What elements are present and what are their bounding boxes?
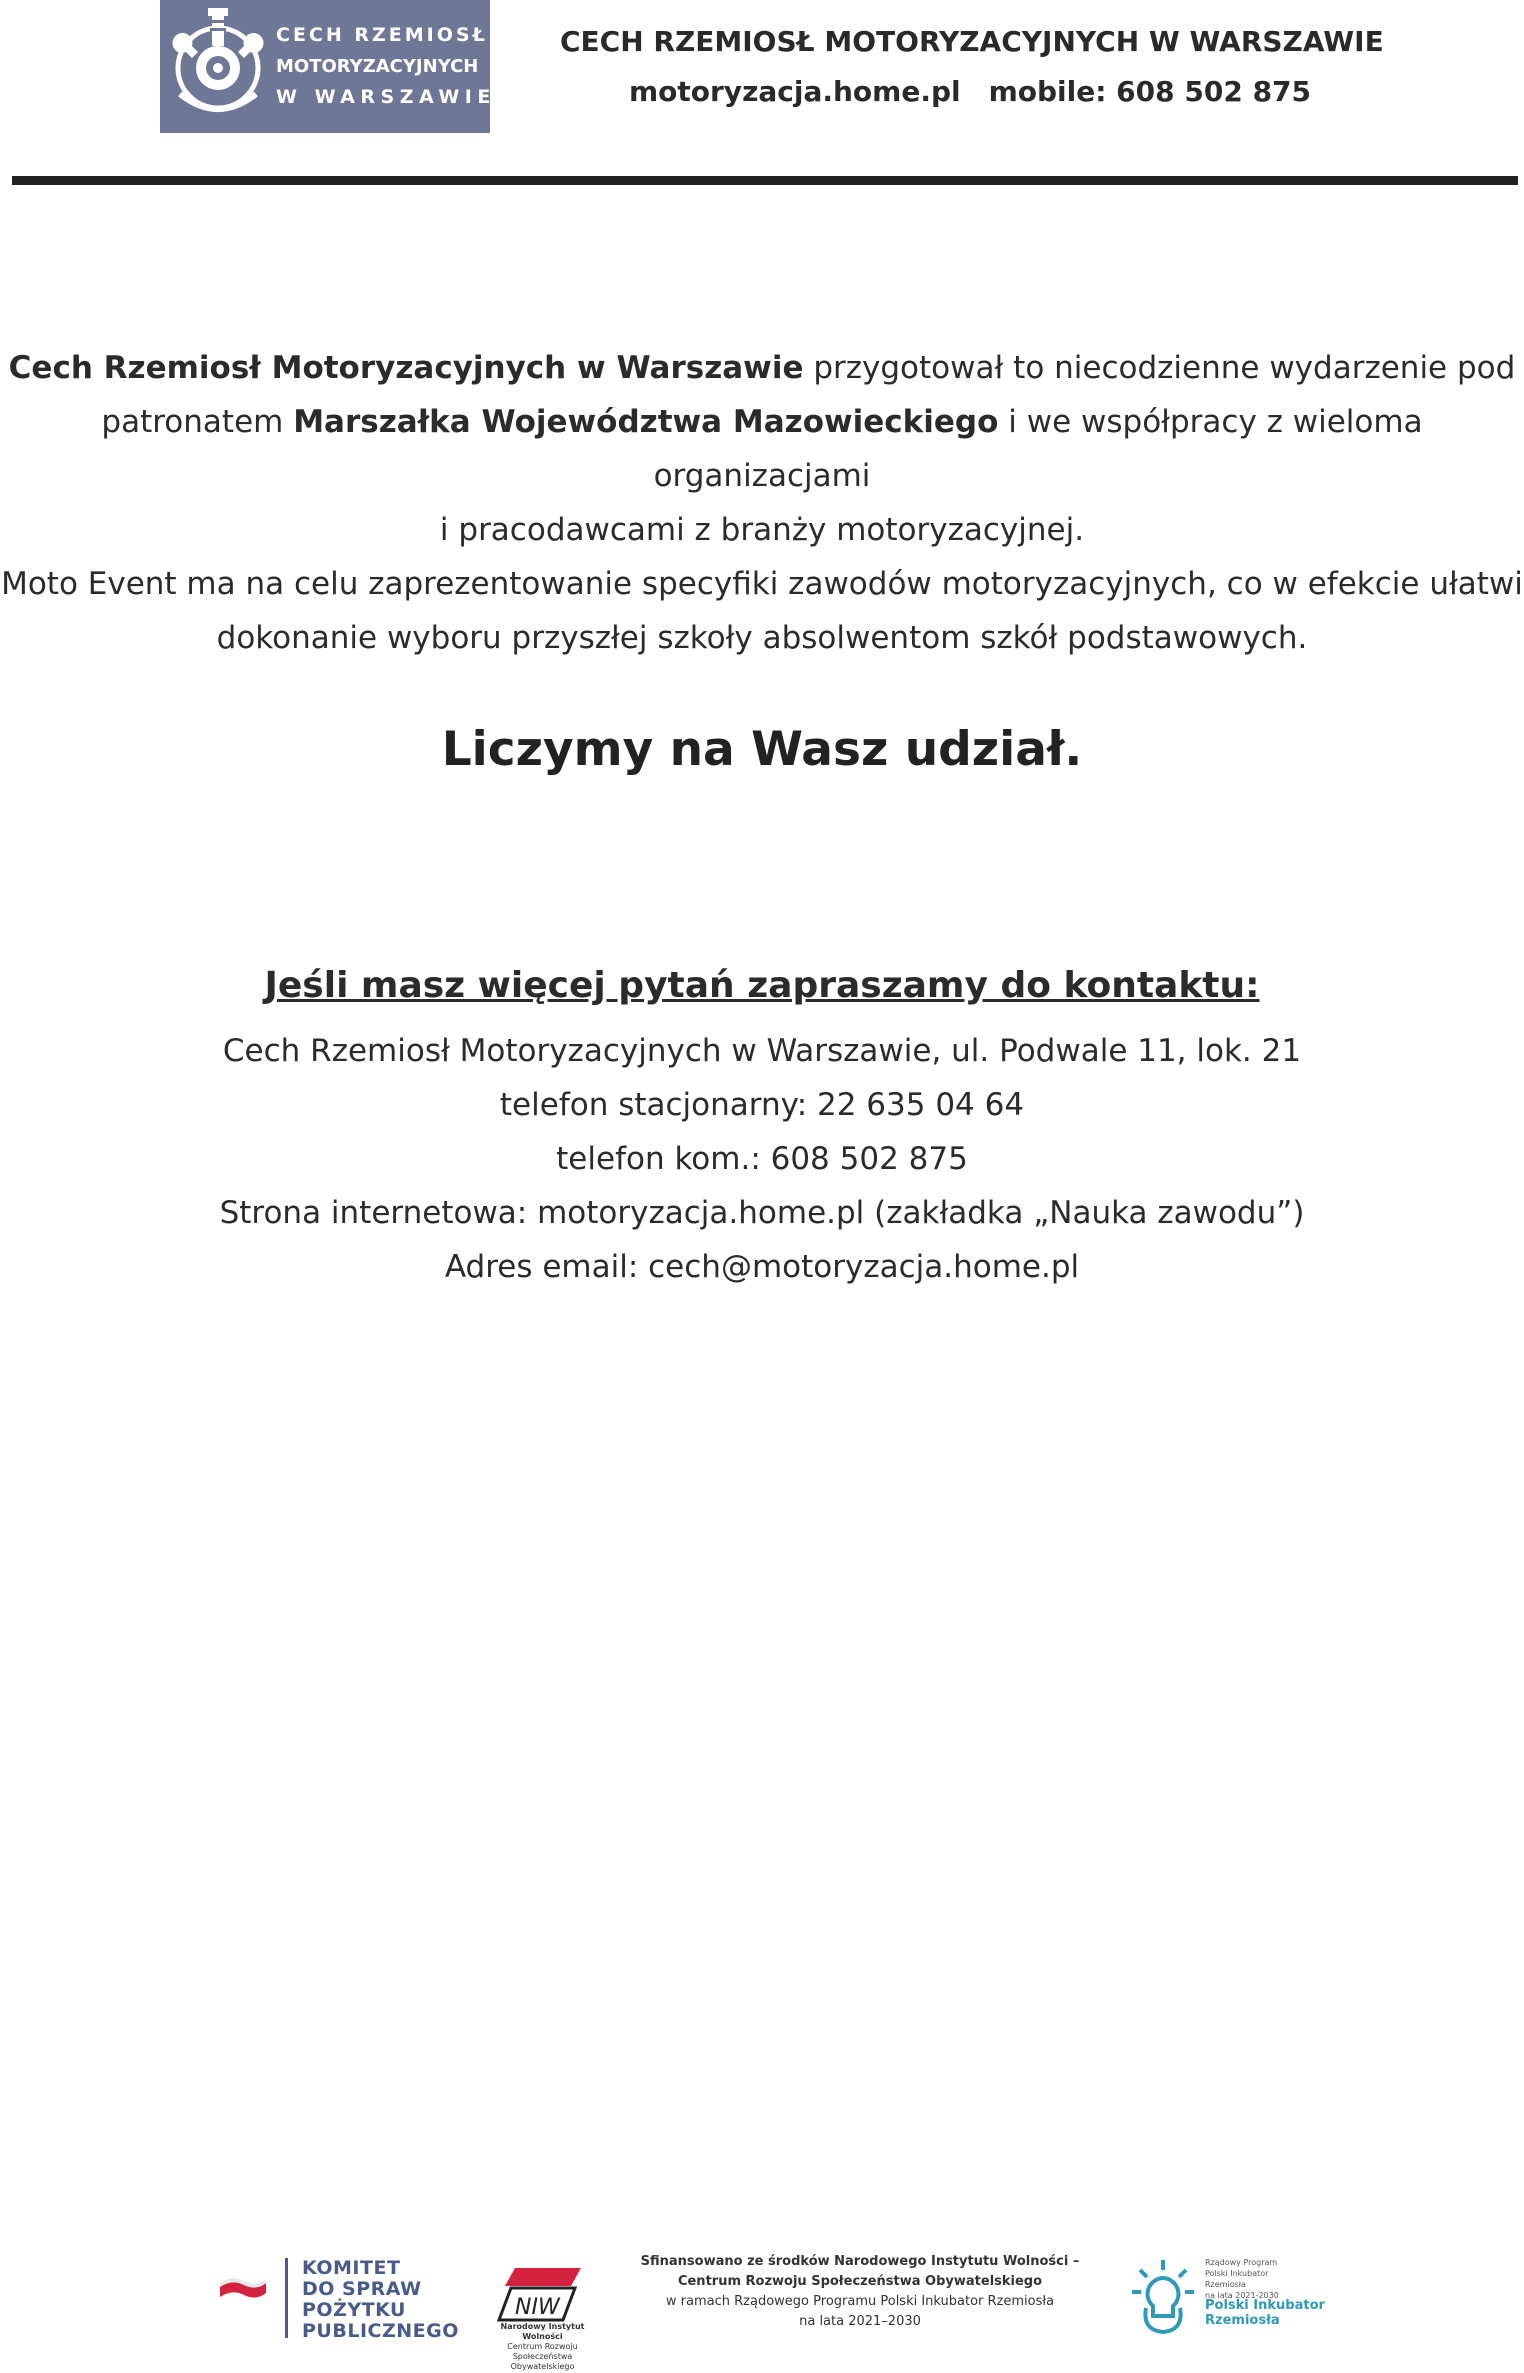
patron-name: Marszałka Województwa Mazowieckiego bbox=[293, 404, 999, 440]
kpp-line-4: PUBLICZNEGO bbox=[302, 2320, 459, 2342]
pir-big-1: Polski Inkubator bbox=[1205, 2298, 1325, 2313]
kpp-logo bbox=[302, 2258, 459, 2342]
funding-line-2: Centrum Rozwoju Społeczeństwa Obywatelskiego bbox=[677, 2274, 1043, 2289]
polish-flag-icon bbox=[218, 2277, 268, 2307]
header-title: CECH RZEMIOSŁ MOTORYZACYJNYCH W WARSZAWIE bbox=[560, 25, 1384, 58]
contact-website[interactable]: Strona internetowa: motoryzacja.home.pl (zakładka „Nauka zawodu”) bbox=[219, 1195, 1305, 1231]
header-mobile: mobile: 608 502 875 bbox=[988, 75, 1312, 108]
wrench-gear-emblem-icon bbox=[166, 4, 276, 129]
contact-email[interactable]: Adres email: cech@motoryzacja.home.pl bbox=[444, 1249, 1080, 1285]
contact-mobile: telefon kom.: 608 502 875 bbox=[556, 1141, 968, 1177]
logo-line-1: CECH RZEMIOSŁ bbox=[276, 24, 488, 46]
intro-text-c: i we współpracy z wieloma organizacjami bbox=[653, 404, 1423, 494]
funding-line-1: Sfinansowano ze środków Narodowego Instytutu Wolności – bbox=[640, 2254, 1080, 2269]
pir-small-4: na lata 2021-2030 bbox=[1205, 2291, 1279, 2300]
pir-big-2: Rzemiosła bbox=[1205, 2313, 1280, 2328]
header-contact bbox=[560, 75, 1380, 108]
pir-small-3: Rzemiosła bbox=[1205, 2280, 1246, 2289]
pir-small-1: Rządowy Program bbox=[1205, 2258, 1278, 2267]
contact-landline: telefon stacjonarny: 22 635 04 64 bbox=[499, 1087, 1025, 1123]
pir-program-label bbox=[1205, 2257, 1279, 2301]
contact-heading: Jeśli masz więcej pytań zapraszamy do kontaktu: bbox=[264, 965, 1260, 1006]
kpp-divider bbox=[285, 2258, 288, 2338]
kpp-line-3: POŻYTKU bbox=[302, 2299, 406, 2321]
niw-mark: NIW bbox=[515, 2295, 560, 2320]
pir-small-2: Polski Inkubator bbox=[1205, 2269, 1269, 2278]
call-to-action: Liczymy na Wasz udział. bbox=[441, 722, 1083, 777]
purpose-line-2: dokonanie wyboru przyszłej szkoły absolwentom szkół podstawowych. bbox=[216, 620, 1308, 656]
pir-logo-text bbox=[1205, 2298, 1325, 2328]
contact-details bbox=[0, 1024, 1524, 1294]
kpp-line-1: KOMITET bbox=[302, 2257, 401, 2279]
kpp-line-2: DO SPRAW bbox=[302, 2278, 422, 2300]
contact-address: Cech Rzemiosł Motoryzacyjnych w Warszawie, ul. Podwale 11, lok. 21 bbox=[222, 1033, 1302, 1069]
intro-text-a: przygotował to niecodzienne wydarzenie pod bbox=[803, 350, 1516, 386]
intro-text-d: i pracodawcami z branży motoryzacyjnej. bbox=[439, 512, 1085, 548]
logo-line-2: MOTORYZACYJNYCH bbox=[276, 56, 479, 77]
funding-line-4: na lata 2021–2030 bbox=[799, 2314, 921, 2329]
org-name: Cech Rzemiosł Motoryzacyjnych w Warszawie bbox=[8, 350, 804, 386]
logo-line-3: W WARSZAWIE bbox=[276, 86, 496, 108]
funding-line-3: w ramach Rządowego Programu Polski Inkubator Rzemiosła bbox=[665, 2294, 1055, 2309]
intro-text-b: patronatem bbox=[101, 404, 294, 440]
intro-paragraph bbox=[0, 341, 1524, 557]
guild-logo bbox=[160, 0, 496, 133]
niw-caption-1: Narodowy Instytut Wolności bbox=[500, 2322, 585, 2341]
header-divider bbox=[12, 176, 1518, 185]
purpose-line-1: Moto Event ma na celu zaprezentowanie specyfiki zawodów motoryzacyjnych, co w efekcie ułatwi bbox=[1, 566, 1523, 602]
niw-caption bbox=[480, 2322, 605, 2372]
funding-note bbox=[630, 2252, 1090, 2332]
purpose-paragraph bbox=[0, 557, 1524, 665]
lightbulb-hand-icon bbox=[1128, 2256, 1198, 2336]
header-website[interactable]: motoryzacja.home.pl bbox=[628, 75, 961, 108]
niw-caption-2: Centrum Rozwoju Społeczeństwa Obywatelskiego bbox=[507, 2342, 578, 2371]
